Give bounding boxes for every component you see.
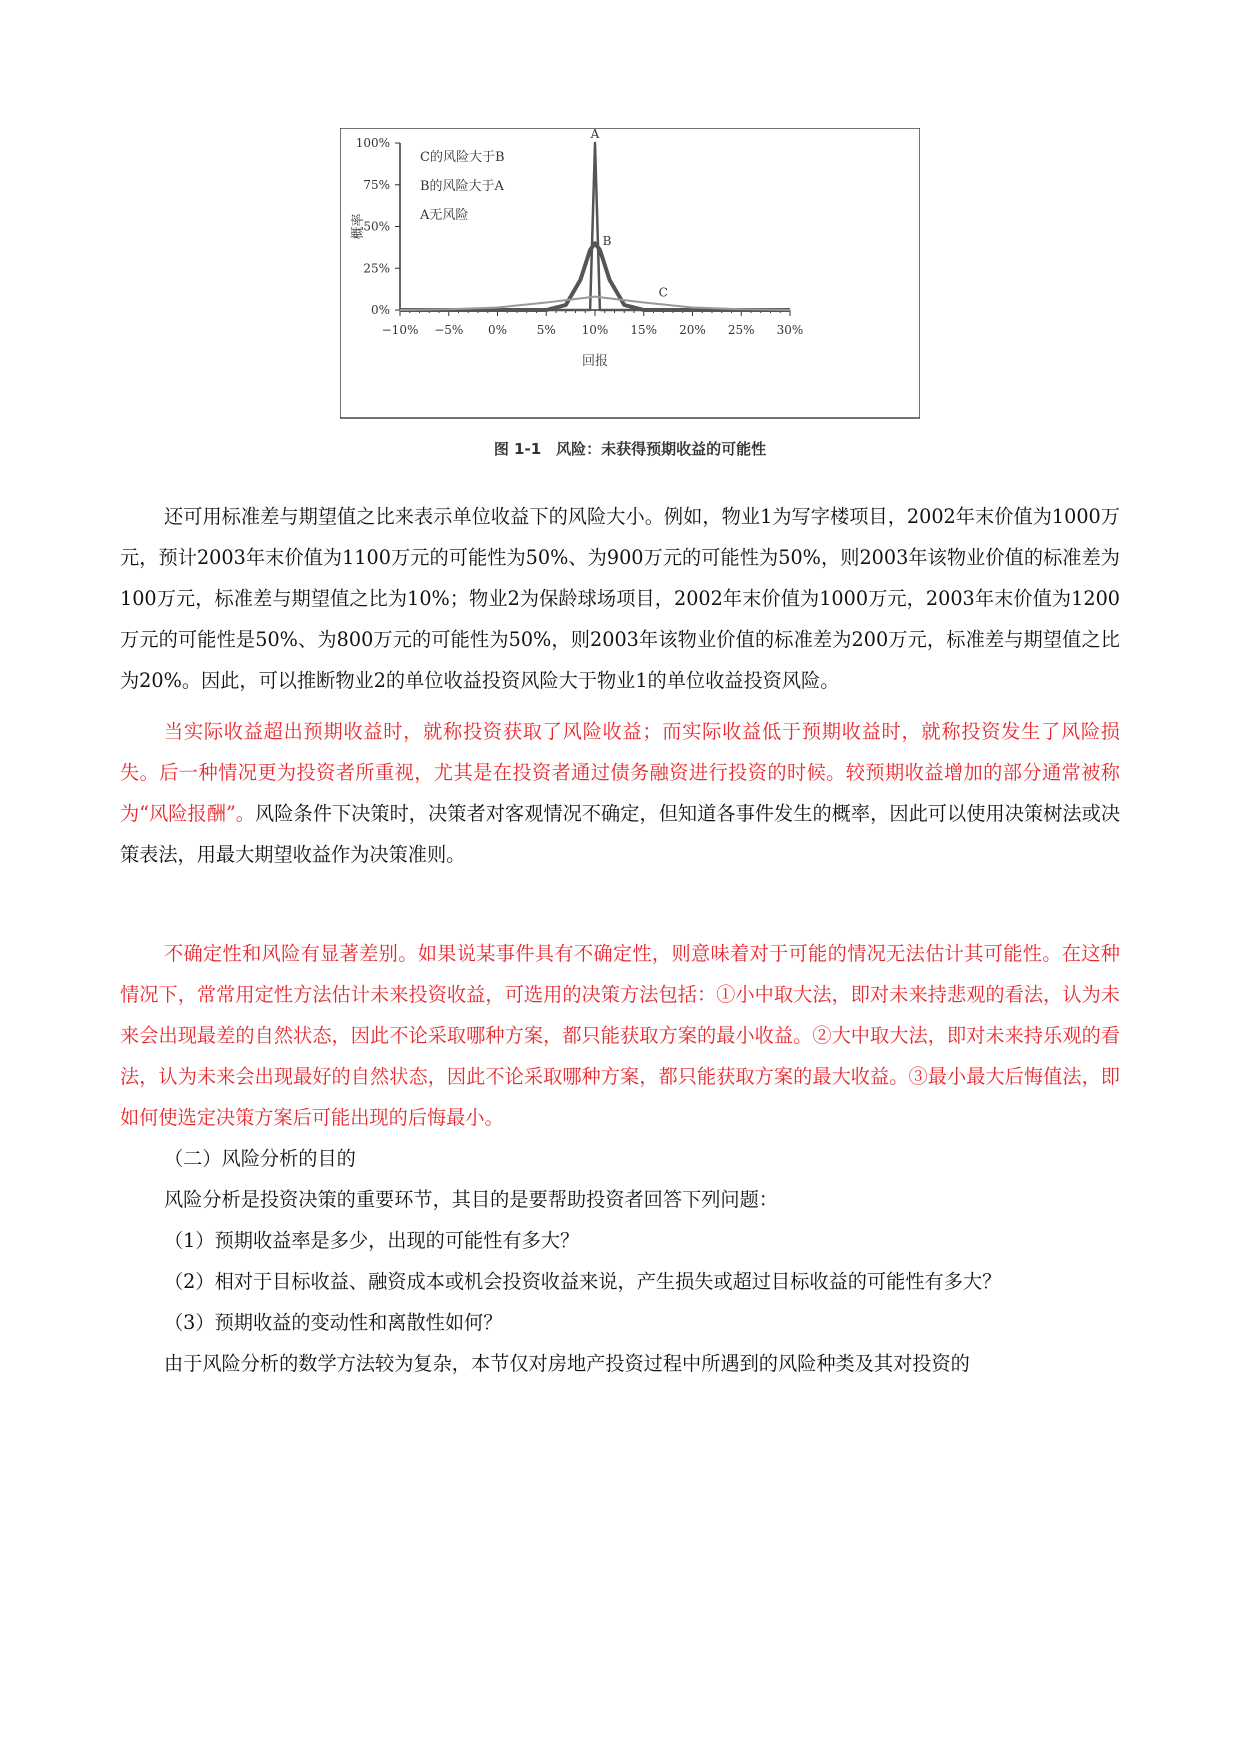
y-tick-label: 75% xyxy=(363,177,390,192)
legend-line: B的风险大于A xyxy=(420,179,504,194)
paragraph-closing xyxy=(120,1343,1120,1384)
legend-line: C的风险大于B xyxy=(420,150,505,165)
chart-frame xyxy=(340,128,920,418)
paragraph-risk-return xyxy=(120,711,1120,875)
x-tick-label: 20% xyxy=(679,323,706,337)
y-tick-label: 0% xyxy=(370,303,390,317)
figure-caption: 图 1-1 风险：未获得预期收益的可能性 xyxy=(493,440,767,458)
x-tick-label: 5% xyxy=(536,323,556,337)
x-tick-label: −5% xyxy=(434,323,464,337)
question-3: （3）预期收益的变动性和离散性如何？ xyxy=(164,1311,503,1334)
y-tick-label: 100% xyxy=(355,136,390,150)
legend-line: A无风险 xyxy=(420,208,469,223)
paragraph-risk-return-black: 风险条件下决策时，决策者对客观情况不确定，但知道各事件发生的概率，因此可以使用决策树法或决策表法，用最大期望收益作为决策准则。 xyxy=(120,802,1121,866)
paragraph-purpose-text: 风险分析是投资决策的重要环节，其目的是要帮助投资者回答下列问题： xyxy=(164,1188,778,1211)
series-label-b: B xyxy=(602,234,612,249)
body-text xyxy=(120,496,1120,1384)
series-label-c: C xyxy=(658,285,668,300)
section-heading: （二）风险分析的目的 xyxy=(164,1147,356,1170)
x-tick-label: 25% xyxy=(727,323,755,337)
x-tick-label: −10% xyxy=(381,323,419,337)
paragraph-closing-text: 由于风险分析的数学方法较为复杂，本节仅对房地产投资过程中所遇到的风险种类及其对投资的 xyxy=(164,1352,970,1375)
x-tick-label: 30% xyxy=(776,323,804,337)
y-tick-label: 50% xyxy=(363,219,390,234)
paragraph-risk-return-red: 当实际收益超出预期收益时，就称投资获取了风险收益；而实际收益低于预期收益时，就称投资发生了风险损失。后一种情况更为投资者所重视，尤其是在投资者通过债务融资进行投资的时候。较预期收益增加的部分通常被称为“风险报酬”。 xyxy=(120,720,1120,825)
paragraph-purpose xyxy=(120,1179,1120,1220)
figure-1-1 xyxy=(340,128,920,468)
risk-chart xyxy=(340,128,920,428)
series-label-a: A xyxy=(590,128,600,141)
paragraph-uncertainty: 不确定性和风险有显著差别。如果说某事件具有不确定性，则意味着对于可能的情况无法估计其可能性。在这种情况下，常常用定性方法估计未来投资收益，可选用的决策方法包括：①小中取大法，即对未来持悲观的看法，认为未来会出现最差的自然状态，因此不论采取哪种方案，都只能获取方案的最小收益。②大中取大法，即对未来持乐观的看法，认为未来会出现最好的自然状态，因此不论采取哪种方案，都只能获取方案的最大收益。③最小最大后悔值法，即如何使选定决策方案后可能出现的后悔最小。 xyxy=(120,942,1120,1129)
x-tick-label: 0% xyxy=(487,323,508,337)
x-axis-label: 回报 xyxy=(581,354,609,369)
paragraph-risk-ratio: 还可用标准差与期望值之比来表示单位收益下的风险大小。例如，物业1为写字楼项目，2002年末价值为1000万元，预计2003年末价值为1100万元的可能性为50%、为900万元的可能性为50%，则2003年该物业价值的标准差为100万元，标准差与期望值之比为10%；物业2为保龄球场项目，2002年末价值为1000万元，2003年末价值为1200万元的可能性是50%、为800万元的可能性为50%，则2003年该物业价值的标准差为200万元，标准差与期望值之比为20%。因此，可以推断物业2的单位收益投资风险大于物业1的单位收益投资风险。 xyxy=(120,505,1120,692)
y-axis-label: 概率 xyxy=(351,213,366,240)
question-2: （2）相对于目标收益、融资成本或机会投资收益来说，产生损失或超过目标收益的可能性有多大？ xyxy=(164,1270,1002,1293)
x-tick-label: 15% xyxy=(630,323,658,337)
y-tick-label: 25% xyxy=(363,261,390,276)
x-tick-label: 10% xyxy=(581,323,609,337)
question-1: （1）预期收益率是多少，出现的可能性有多大？ xyxy=(164,1229,580,1252)
